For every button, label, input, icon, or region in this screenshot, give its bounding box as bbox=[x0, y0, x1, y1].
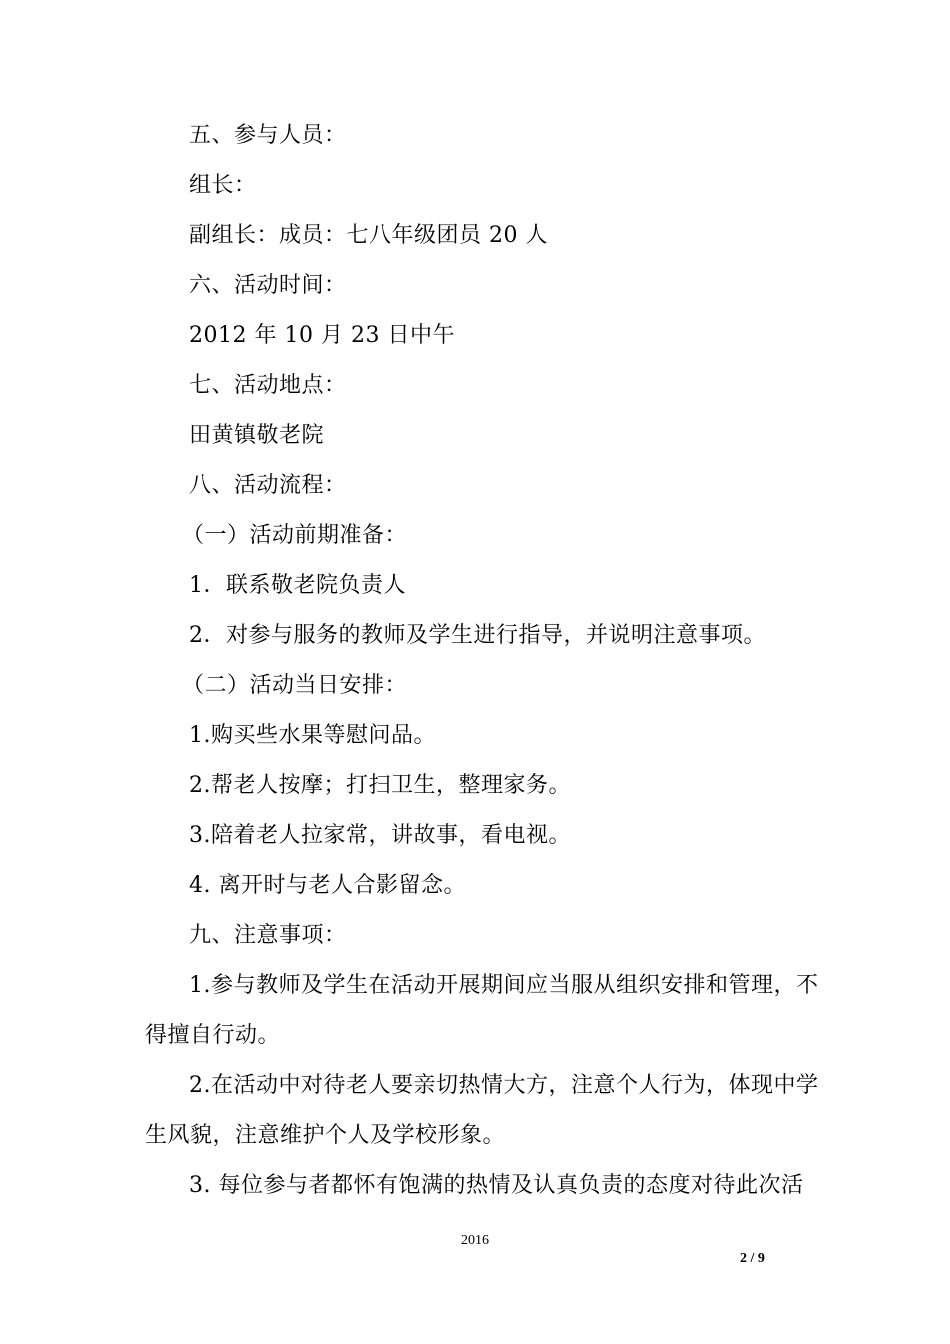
page-number: 2 / 9 bbox=[740, 1251, 765, 1266]
note-item-line: 生风貌，注意维护个人及学校形象。 bbox=[145, 1123, 506, 1148]
activity-location: 田黄镇敬老院 bbox=[189, 423, 325, 448]
team-leader-line: 组长： bbox=[189, 173, 257, 198]
note-item-line: 2.在活动中对待老人要亲切热情大方，注意个人行为，体现中学 bbox=[189, 1073, 819, 1098]
schedule-item: 3.陪着老人拉家常，讲故事，看电视。 bbox=[189, 823, 571, 848]
preparation-item: 2．对参与服务的教师及学生进行指导，并说明注意事项。 bbox=[189, 623, 766, 648]
section-heading-process: 八、活动流程： bbox=[189, 473, 347, 498]
schedule-item: 2.帮老人按摩；打扫卫生，整理家务。 bbox=[189, 773, 571, 798]
schedule-item: 1.购买些水果等慰问品。 bbox=[189, 723, 436, 748]
members-line: 副组长：成员：七八年级团员 20 人 bbox=[189, 223, 548, 248]
section-heading-participants: 五、参与人员： bbox=[189, 123, 347, 148]
note-item-line: 得擅自行动。 bbox=[145, 1023, 281, 1048]
schedule-item: 4. 离开时与老人合影留念。 bbox=[189, 873, 466, 898]
activity-date: 2012 年 10 月 23 日中午 bbox=[189, 323, 455, 348]
subsection-day-schedule: （二）活动当日安排： bbox=[182, 673, 408, 698]
footer-year: 2016 bbox=[461, 1233, 489, 1248]
section-heading-location: 七、活动地点： bbox=[189, 373, 347, 398]
section-heading-time: 六、活动时间： bbox=[189, 273, 347, 298]
section-heading-notes: 九、注意事项： bbox=[189, 923, 347, 948]
note-item-line: 1.参与教师及学生在活动开展期间应当服从组织安排和管理，不 bbox=[189, 973, 819, 998]
subsection-preparation: （一）活动前期准备： bbox=[182, 523, 408, 548]
note-item-line: 3. 每位参与者都怀有饱满的热情及认真负责的态度对待此次活 bbox=[189, 1173, 804, 1198]
preparation-item: 1．联系敬老院负责人 bbox=[189, 573, 406, 598]
